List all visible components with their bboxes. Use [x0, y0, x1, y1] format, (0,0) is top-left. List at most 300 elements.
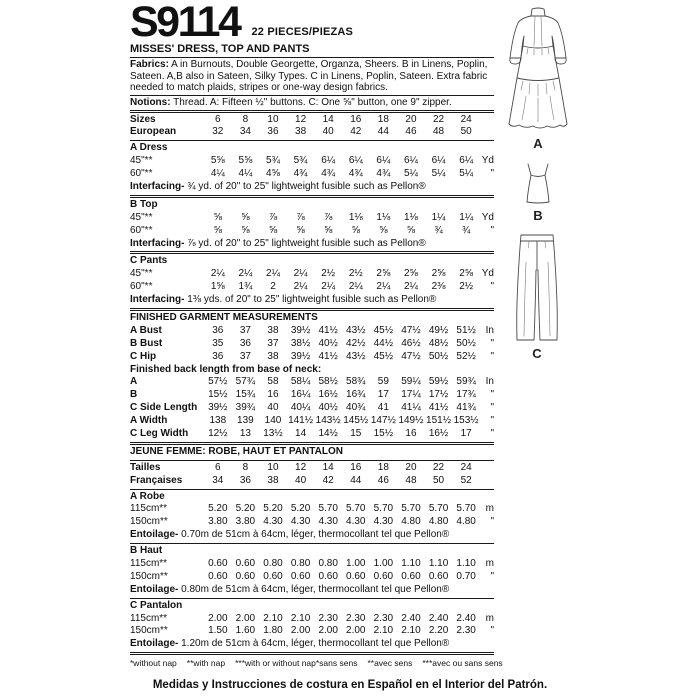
- value-cell: 0.70: [456, 570, 476, 582]
- value-cell: 41½: [318, 350, 338, 362]
- value-cell: 0.60: [263, 570, 283, 582]
- value-cell: 2: [270, 281, 276, 293]
- value-cell: 16½: [318, 389, 338, 401]
- value-cell: 138: [209, 415, 227, 427]
- footnote: *without nap: [130, 658, 177, 669]
- value-cell: 0.80: [318, 558, 338, 570]
- value-cell: ¾: [461, 224, 471, 236]
- note-text: 1⅜ yds. of 20" to 25" lightweight fusible such as Pellon®: [184, 294, 437, 306]
- value-cell: 2½: [348, 268, 363, 280]
- value-cell: 41½: [318, 324, 338, 336]
- row-label: A Width: [130, 415, 168, 427]
- value-cell: 48½: [428, 337, 449, 349]
- value-cell: 17: [377, 389, 389, 401]
- value-cell: 6¼: [321, 155, 336, 167]
- value-cell: 1¼: [431, 211, 446, 223]
- value-cell: 151½: [426, 415, 452, 427]
- value-cell: 57½: [208, 376, 228, 388]
- table-row: [130, 325, 494, 338]
- value-cell: 6¼: [376, 155, 391, 167]
- footnote: ***avec ou sans sens: [422, 658, 503, 669]
- value-cell: 4¾: [376, 168, 391, 180]
- row-label: European: [130, 126, 177, 138]
- value-cell: 17¾: [456, 389, 476, 401]
- value-cell: 2.00: [290, 625, 311, 637]
- value-cell: 15¾: [235, 389, 256, 401]
- value-cell: 16: [405, 428, 417, 440]
- value-cell: 24: [460, 113, 472, 125]
- value-cell: 46: [377, 474, 389, 486]
- value-cell: 6: [215, 461, 221, 473]
- section-heading: B Top: [130, 198, 158, 210]
- value-cell: 6¼: [431, 155, 446, 167]
- value-cell: 5.70: [428, 503, 449, 515]
- value-cell: ⅝: [324, 224, 333, 236]
- back-length-table: [130, 376, 494, 440]
- value-cell: 2.10: [401, 625, 421, 637]
- value-cell: 2.10: [263, 612, 283, 624]
- value-cell: 46: [405, 126, 417, 138]
- section-a-dress: [130, 142, 494, 194]
- view-c-pants-figure: [510, 232, 564, 361]
- value-cell: 20: [405, 113, 417, 125]
- value-cell: 16: [350, 113, 362, 125]
- unit-cell: ": [490, 570, 494, 582]
- row-label: 115cm**: [130, 503, 168, 515]
- value-cell: 20: [405, 461, 417, 473]
- value-cell: 22: [432, 461, 445, 473]
- value-cell: 37: [267, 337, 279, 349]
- value-cell: 2⅝: [404, 268, 418, 280]
- value-cell: 40½: [318, 337, 338, 349]
- footnotes-french: [316, 658, 503, 668]
- value-cell: 1.10: [401, 558, 421, 570]
- value-cell: ⅝: [241, 224, 250, 236]
- value-cell: 38½: [290, 337, 311, 349]
- view-a-label: A: [533, 136, 543, 151]
- value-cell: 40: [267, 402, 279, 414]
- value-cell: 5.70: [346, 503, 366, 515]
- spanish-footer-note: Medidas y Instrucciones de costura en Español en el Interior del Patrón.: [152, 679, 548, 691]
- value-cell: ⅞: [268, 211, 278, 223]
- unit-cell: ": [490, 350, 494, 362]
- value-cell: 39¾: [235, 402, 256, 414]
- footnote: **with nap: [186, 658, 226, 669]
- table-row: [130, 351, 494, 364]
- value-cell: 24: [460, 461, 472, 473]
- value-cell: 39½: [290, 324, 311, 336]
- metrage-table-a-robe: [130, 503, 494, 529]
- value-cell: 57¾: [235, 376, 256, 388]
- table-row: [130, 516, 494, 529]
- yardage-table-b-top: [130, 212, 494, 238]
- value-cell: ⅝: [406, 224, 416, 236]
- value-cell: 40¾: [346, 402, 366, 414]
- metrage-table-b-haut: [130, 558, 494, 584]
- note-text: 0.70m de 51cm à 64cm, léger, thermocollant tel que Pellon®: [178, 529, 450, 541]
- value-cell: 2.00: [318, 625, 338, 637]
- value-cell: 1¾: [238, 281, 253, 293]
- unit-cell: Yd: [481, 155, 494, 167]
- value-cell: 16½: [428, 428, 449, 440]
- value-cell: 37: [239, 350, 251, 362]
- value-cell: 2¼: [266, 268, 280, 280]
- value-cell: 4.30: [318, 516, 338, 528]
- value-cell: 1.50: [208, 625, 228, 637]
- value-cell: 5.70: [318, 503, 338, 515]
- value-cell: 4¾: [348, 168, 363, 180]
- table-row: [130, 268, 494, 281]
- value-cell: 4.80: [456, 516, 476, 528]
- interfacing-note: [130, 181, 494, 194]
- value-cell: ⅝: [213, 224, 222, 236]
- value-cell: 0.60: [208, 558, 228, 570]
- value-cell: 17½: [428, 389, 449, 401]
- value-cell: 2⅜: [431, 281, 446, 293]
- divider-thick: [130, 110, 494, 113]
- table-row: [130, 168, 494, 181]
- note-label: Entoilage-: [130, 638, 179, 650]
- value-cell: 0.80: [263, 558, 283, 570]
- row-label: 45"**: [130, 211, 153, 223]
- value-cell: 2.10: [290, 612, 311, 624]
- table-row: [130, 503, 494, 516]
- value-cell: 2.40: [428, 612, 449, 624]
- value-cell: ⅝: [296, 224, 305, 236]
- value-cell: 17: [460, 428, 472, 440]
- value-cell: ⅝: [379, 224, 388, 236]
- value-cell: 0.60: [235, 558, 256, 570]
- view-a-dress-figure: [498, 6, 578, 151]
- french-size-table: [130, 462, 494, 488]
- value-cell: 41: [377, 402, 389, 414]
- section-heading: A Robe: [130, 490, 165, 502]
- value-cell: 1.60: [235, 625, 256, 637]
- note-label: Interfacing-: [130, 294, 185, 306]
- value-cell: 4.80: [428, 516, 449, 528]
- unit-cell: Yd: [481, 211, 494, 223]
- header: [130, 0, 494, 46]
- divider: [130, 598, 494, 599]
- value-cell: 4¾: [321, 168, 336, 180]
- section-heading: FINISHED GARMENT MEASUREMENTS: [130, 312, 318, 323]
- view-b-top-figure: [519, 162, 557, 223]
- value-cell: 2.10: [373, 625, 394, 637]
- value-cell: 50½: [428, 350, 449, 362]
- value-cell: 5¾: [293, 155, 308, 167]
- value-cell: 36: [239, 337, 251, 349]
- divider: [130, 95, 494, 96]
- value-cell: 1⅝: [210, 281, 225, 293]
- value-cell: 38: [267, 350, 279, 362]
- footnotes: [130, 658, 503, 669]
- table-row: [130, 114, 494, 127]
- value-cell: 15½: [373, 428, 394, 440]
- value-cell: 16¾: [346, 389, 366, 401]
- value-cell: 140: [264, 415, 282, 427]
- row-label: B Bust: [130, 337, 163, 349]
- dress-back-view-drawing: [499, 6, 577, 134]
- value-cell: 18: [377, 461, 389, 473]
- value-cell: 2⅝: [376, 268, 391, 280]
- value-cell: 59¾: [456, 376, 476, 388]
- section-c-pantalon: [130, 600, 494, 652]
- divider-thick: [130, 195, 494, 198]
- row-label: 60"**: [130, 168, 153, 180]
- value-cell: 0.60: [401, 570, 421, 582]
- value-cell: 36: [212, 350, 224, 362]
- value-cell: 1.10: [456, 558, 476, 570]
- divider: [130, 140, 494, 141]
- unit-cell: ": [490, 402, 494, 414]
- value-cell: 0.80: [290, 558, 311, 570]
- value-cell: 2.30: [346, 612, 366, 624]
- value-cell: 50: [460, 126, 472, 138]
- value-cell: 18: [377, 113, 389, 125]
- footnotes-english: [130, 658, 316, 668]
- unit-cell: In: [485, 376, 494, 388]
- notions-paragraph: [130, 97, 494, 109]
- value-cell: 3.80: [235, 516, 256, 528]
- value-cell: 1⅛: [348, 211, 363, 223]
- value-cell: 14: [322, 461, 334, 473]
- value-cell: 58: [267, 376, 279, 388]
- value-cell: 15: [350, 428, 362, 440]
- note-label: Interfacing-: [130, 237, 185, 249]
- table-row: [130, 571, 494, 584]
- value-cell: 41¾: [456, 402, 476, 414]
- value-cell: 43½: [346, 324, 366, 336]
- value-cell: 145½: [343, 415, 369, 427]
- value-cell: 2½: [321, 268, 336, 280]
- value-cell: 2.20: [428, 625, 449, 637]
- camisole-back-view-drawing: [520, 162, 556, 206]
- value-cell: 59: [377, 376, 389, 388]
- table-row: [130, 338, 494, 351]
- value-cell: 8: [242, 113, 249, 125]
- value-cell: 1⅛: [404, 211, 418, 223]
- yardage-table-a-dress: [130, 155, 494, 181]
- unit-cell: m: [485, 558, 494, 570]
- value-cell: 2¼: [293, 281, 308, 293]
- value-cell: 38: [295, 126, 307, 138]
- view-c-label: C: [532, 346, 542, 361]
- row-label: Françaises: [130, 474, 183, 486]
- table-row: [130, 155, 494, 168]
- value-cell: 34: [239, 126, 251, 138]
- value-cell: 8: [242, 461, 249, 473]
- value-cell: 1.00: [346, 558, 366, 570]
- row-label: C Hip: [130, 350, 157, 362]
- value-cell: 6¼: [404, 155, 418, 167]
- value-cell: 16: [267, 389, 279, 401]
- value-cell: 2¼: [376, 281, 391, 293]
- value-cell: 0.60: [428, 570, 449, 582]
- value-cell: 12½: [208, 428, 228, 440]
- row-label: 60"**: [130, 224, 153, 236]
- row-label: C Side Length: [130, 402, 198, 414]
- fabrics-paragraph: [130, 59, 494, 94]
- value-cell: 45½: [373, 350, 394, 362]
- value-cell: 46½: [401, 337, 421, 349]
- value-cell: 12: [295, 113, 307, 125]
- value-cell: 2¼: [348, 281, 363, 293]
- value-cell: 36: [239, 474, 251, 486]
- value-cell: 141½: [288, 415, 314, 427]
- view-b-label: B: [533, 208, 543, 223]
- value-cell: 5¼: [431, 168, 446, 180]
- table-row: [130, 475, 494, 488]
- value-cell: 42½: [346, 337, 366, 349]
- value-cell: 50: [432, 474, 445, 486]
- interfacing-note: [130, 238, 494, 251]
- value-cell: 32: [212, 126, 224, 138]
- note-text: ¾ yd. of 20" to 25" lightweight fusible such as Pellon®: [184, 180, 426, 192]
- note-label: Entoilage-: [130, 529, 179, 541]
- row-label: Sizes: [130, 113, 156, 125]
- value-cell: 4.30: [290, 516, 311, 528]
- note-text: 0.80m de 51cm à 64cm, léger, thermocollant tel que Pellon®: [178, 583, 450, 595]
- value-cell: 143½: [315, 415, 341, 427]
- divider-thick: [130, 652, 494, 655]
- value-cell: 43½: [346, 350, 366, 362]
- section-a-robe: [130, 491, 494, 543]
- value-cell: 4¾: [293, 168, 308, 180]
- value-cell: 2⅝: [459, 268, 474, 280]
- table-row: [130, 625, 494, 638]
- value-cell: 2⅝: [431, 268, 446, 280]
- table-row: [130, 415, 494, 428]
- table-row: [130, 376, 494, 389]
- value-cell: 1.00: [373, 558, 394, 570]
- row-label: 45"**: [130, 155, 153, 167]
- value-cell: 153½: [453, 415, 479, 427]
- value-cell: 1.80: [263, 625, 283, 637]
- yardage-table-c-pants: [130, 268, 494, 294]
- row-label: A: [130, 376, 138, 388]
- row-label: 45"**: [130, 268, 153, 280]
- value-cell: 38: [267, 324, 279, 336]
- value-cell: 42: [322, 474, 334, 486]
- unit-cell: ": [490, 281, 494, 293]
- value-cell: 5.20: [263, 503, 283, 515]
- value-cell: 4¼: [238, 168, 253, 180]
- value-cell: 2¼: [404, 281, 418, 293]
- unit-cell: m: [485, 612, 494, 624]
- value-cell: 36: [212, 324, 224, 336]
- value-cell: 6¼: [348, 155, 363, 167]
- table-row: [130, 558, 494, 571]
- value-cell: 13½: [263, 428, 283, 440]
- value-cell: 1.10: [428, 558, 449, 570]
- value-cell: 47½: [401, 350, 421, 362]
- value-cell: 16: [350, 461, 362, 473]
- row-label: Tailles: [130, 461, 161, 473]
- value-cell: 14: [322, 113, 334, 125]
- value-cell: 41½: [428, 402, 449, 414]
- value-cell: ⅝: [213, 211, 222, 223]
- value-cell: 14½: [318, 428, 338, 440]
- value-cell: 35: [212, 337, 224, 349]
- value-cell: 44: [377, 126, 389, 138]
- unit-cell: ": [490, 516, 494, 528]
- row-label: A Bust: [130, 324, 162, 336]
- value-cell: 5¾: [266, 155, 280, 167]
- value-cell: 0.60: [290, 570, 311, 582]
- value-cell: 2¼: [238, 268, 253, 280]
- value-cell: 45½: [373, 324, 394, 336]
- divider: [130, 543, 494, 544]
- pants-back-view-drawing: [511, 232, 563, 344]
- value-cell: 44½: [373, 337, 394, 349]
- section-heading: C Pantalon: [130, 599, 183, 611]
- value-cell: 5.20: [208, 503, 228, 515]
- value-cell: 0.60: [373, 570, 394, 582]
- value-cell: 5.20: [290, 503, 311, 515]
- value-cell: 0.60: [235, 570, 256, 582]
- value-cell: 4¼: [210, 168, 225, 180]
- value-cell: 1⅛: [376, 211, 391, 223]
- value-cell: 4.80: [401, 516, 421, 528]
- unit-cell: ": [490, 625, 494, 637]
- value-cell: 2.40: [456, 612, 476, 624]
- table-row: [130, 212, 494, 225]
- value-cell: 51½: [456, 324, 476, 336]
- row-label: 150cm**: [130, 625, 168, 637]
- value-cell: 0.60: [318, 570, 338, 582]
- value-cell: 2.30: [318, 612, 338, 624]
- value-cell: ⅞: [324, 211, 333, 223]
- value-cell: 58¼: [290, 376, 311, 388]
- value-cell: 13: [239, 428, 251, 440]
- document-title: MISSES' DRESS, TOP AND PANTS: [130, 43, 310, 56]
- value-cell: 48: [432, 126, 445, 138]
- value-cell: 59½: [428, 376, 449, 388]
- value-cell: 52: [460, 474, 472, 486]
- value-cell: 4⅝: [266, 168, 280, 180]
- value-cell: 40¼: [290, 402, 311, 414]
- value-cell: 14: [295, 428, 307, 440]
- value-cell: 59¼: [401, 376, 421, 388]
- value-cell: 5¼: [459, 168, 474, 180]
- footnote: ***with or without nap: [235, 658, 316, 669]
- value-cell: 2.40: [401, 612, 421, 624]
- table-row: [130, 402, 494, 415]
- value-cell: ¾: [434, 224, 443, 236]
- table-row: [130, 281, 494, 294]
- finished-measurements-table: [130, 325, 494, 364]
- value-cell: 5¼: [404, 168, 418, 180]
- section-b-top: [130, 199, 494, 251]
- value-cell: 40: [322, 126, 334, 138]
- row-label: C Leg Width: [130, 428, 189, 440]
- value-cell: 2.30: [456, 625, 476, 637]
- value-cell: 41¼: [401, 402, 421, 414]
- unit-cell: In: [485, 324, 494, 336]
- value-cell: 5⅝: [238, 155, 253, 167]
- unit-cell: Yd: [481, 268, 494, 280]
- value-cell: ⅝: [351, 224, 360, 236]
- value-cell: 5⅝: [210, 155, 225, 167]
- value-cell: 40: [295, 474, 307, 486]
- value-cell: 10: [267, 461, 279, 473]
- section-heading: A Dress: [130, 142, 168, 154]
- table-row: [130, 225, 494, 238]
- value-cell: 5.70: [373, 503, 394, 515]
- value-cell: 2.00: [235, 612, 256, 624]
- unit-cell: ": [490, 428, 494, 440]
- value-cell: 6: [215, 113, 221, 125]
